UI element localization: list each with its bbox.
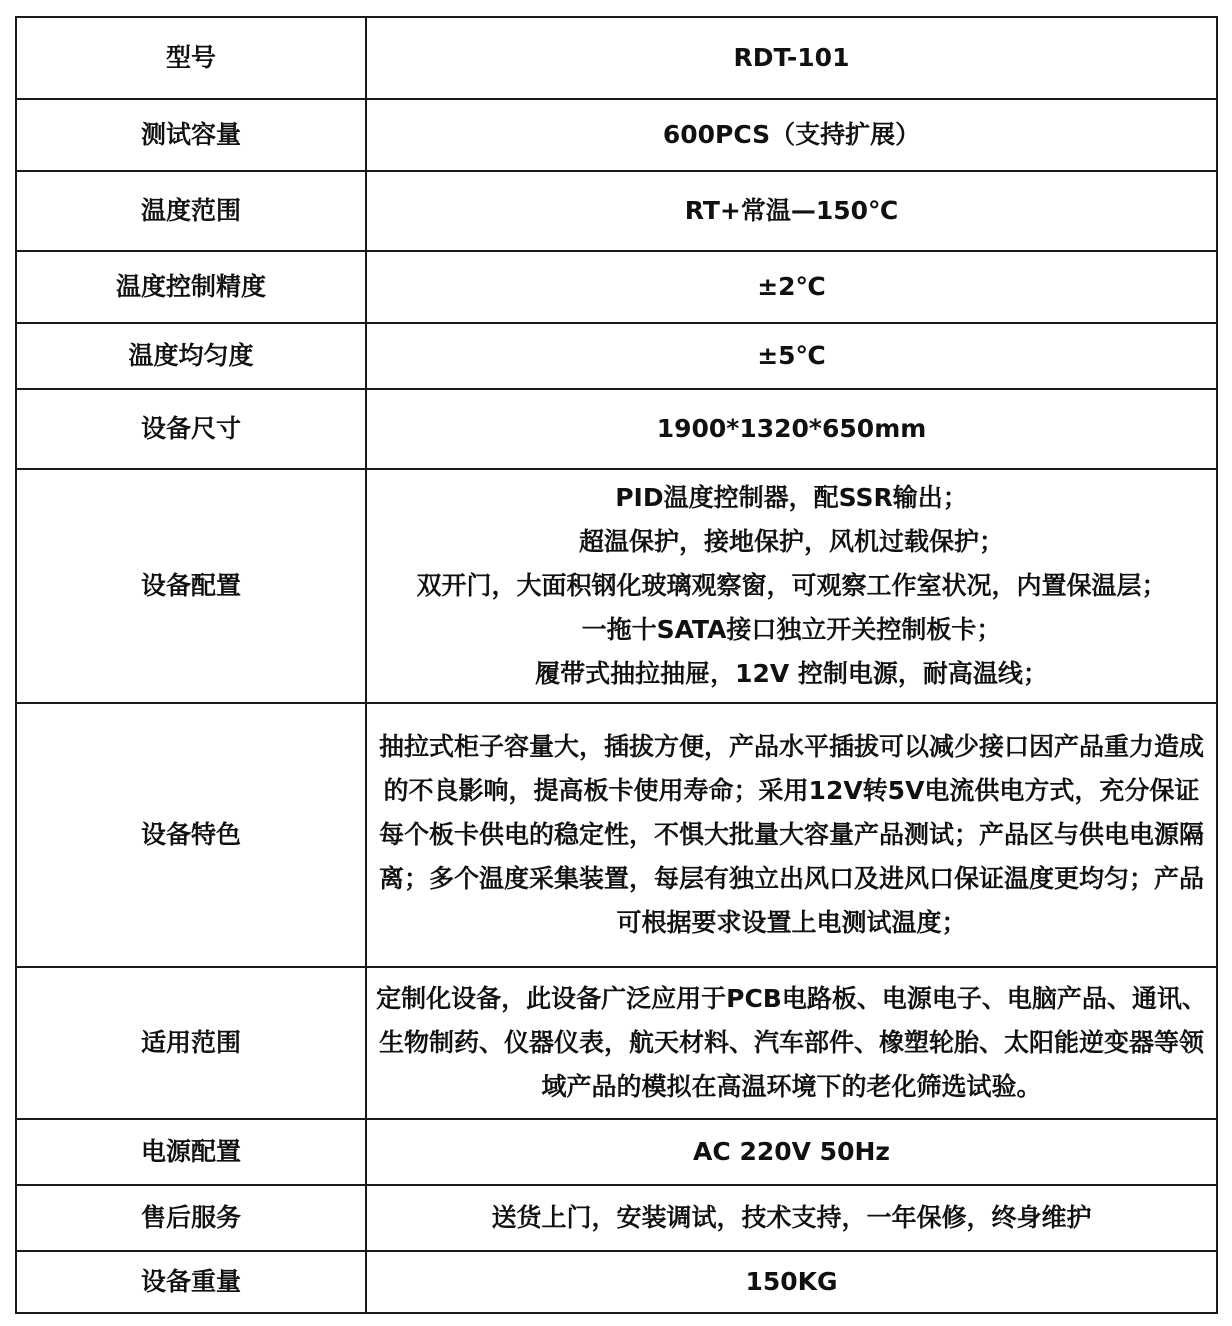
row-value: ±2℃ <box>366 251 1217 323</box>
table-row-applications <box>16 967 1217 1119</box>
row-value: AC 220V 50Hz <box>366 1119 1217 1185</box>
row-value <box>366 469 1217 703</box>
table-row-temp-uniformity <box>16 323 1217 389</box>
row-label: 设备尺寸 <box>16 389 366 469</box>
row-label: 温度均匀度 <box>16 323 366 389</box>
table-row-temp-precision <box>16 251 1217 323</box>
row-value: ±5℃ <box>366 323 1217 389</box>
row-label: 售后服务 <box>16 1185 366 1251</box>
row-label: 温度范围 <box>16 171 366 251</box>
config-line: 一拖十SATA接口独立开关控制板卡； <box>581 615 1002 644</box>
row-label: 设备配置 <box>16 469 366 703</box>
table-row-power <box>16 1119 1217 1185</box>
row-value: 150KG <box>366 1251 1217 1313</box>
row-value: 定制化设备，此设备广泛应用于PCB电路板、电源电子、电脑产品、通讯、生物制药、仪器仪表，航天材料、汽车部件、橡塑轮胎、太阳能逆变器等领域产品的模拟在高温环境下的老化筛选试验。 <box>366 967 1217 1119</box>
row-label: 适用范围 <box>16 967 366 1119</box>
row-label: 电源配置 <box>16 1119 366 1185</box>
row-label: 型号 <box>16 17 366 99</box>
config-line: 双开门，大面积钢化玻璃观察窗，可观察工作室状况，内置保温层； <box>416 571 1167 600</box>
row-value: 送货上门，安装调试，技术支持，一年保修，终身维护 <box>366 1185 1217 1251</box>
config-line: PID温度控制器，配SSR输出； <box>615 483 968 512</box>
table-row-capacity <box>16 99 1217 171</box>
spec-table <box>15 16 1218 1314</box>
row-value: RT+常温—150℃ <box>366 171 1217 251</box>
row-value: 抽拉式柜子容量大，插拔方便，产品水平插拔可以减少接口因产品重力造成的不良影响，提高板卡使用寿命；采用12V转5V电流供电方式，充分保证每个板卡供电的稳定性，不惧大批量大容量产品测试；产品区与供电电源隔离；多个温度采集装置，每层有独立出风口及进风口保证温度更均匀；产品可根据要求设置上电测试温度； <box>366 703 1217 967</box>
row-value: RDT-101 <box>366 17 1217 99</box>
table-row-after-sales <box>16 1185 1217 1251</box>
table-row-dimensions <box>16 389 1217 469</box>
row-label: 设备重量 <box>16 1251 366 1313</box>
table-row-temp-range <box>16 171 1217 251</box>
table-row-features <box>16 703 1217 967</box>
table-row-configuration <box>16 469 1217 703</box>
row-value: 600PCS（支持扩展） <box>366 99 1217 171</box>
row-label: 测试容量 <box>16 99 366 171</box>
config-line: 超温保护，接地保护，风机过载保护； <box>578 527 1004 556</box>
row-value: 1900*1320*650mm <box>366 389 1217 469</box>
row-label: 温度控制精度 <box>16 251 366 323</box>
table-row-model <box>16 17 1217 99</box>
config-line: 履带式抽拉抽屉，12V 控制电源，耐高温线； <box>535 659 1048 688</box>
row-label: 设备特色 <box>16 703 366 967</box>
table-row-weight <box>16 1251 1217 1313</box>
